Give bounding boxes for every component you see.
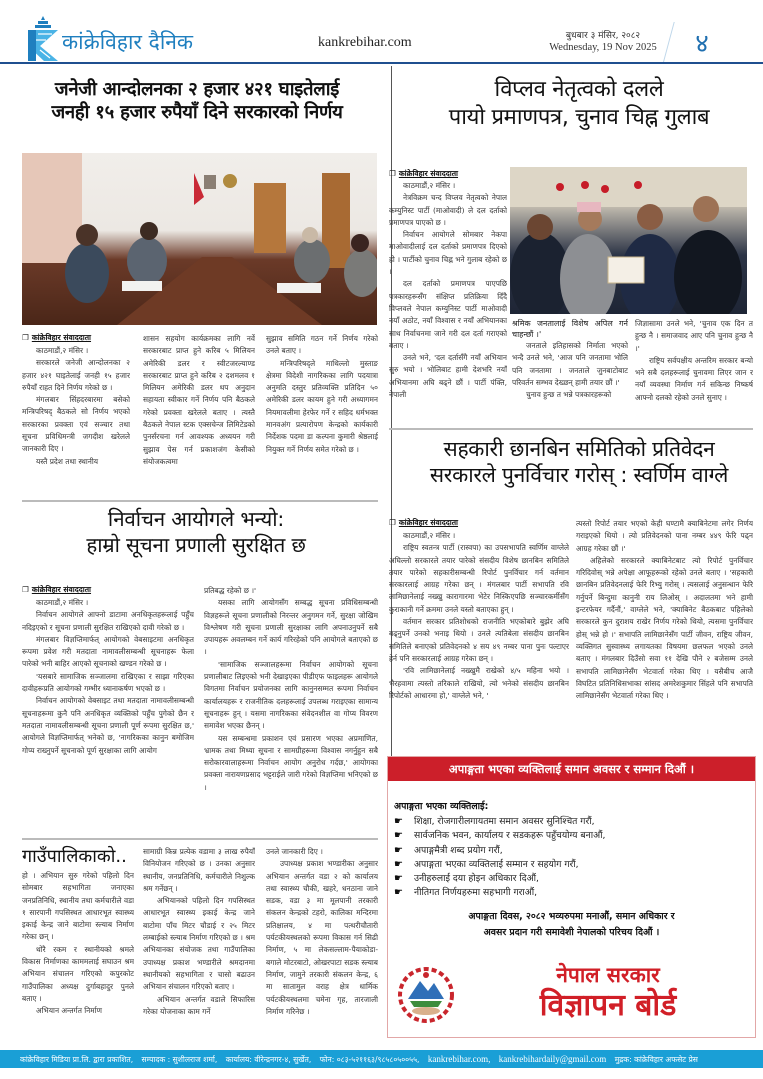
story3-headline-line2: सरकारले पुनर्विचार गरोस् : स्वर्णिम वाग्ले xyxy=(429,463,729,488)
story4-headline-line1: निर्वाचन आयोगले भन्यो: xyxy=(107,507,285,531)
story1-photo-cabinet-meeting xyxy=(22,153,377,325)
ad-list-item-text: शिक्षा, रोजगारीलगायतमा समान अवसर सुनिश्चित गरौं, xyxy=(414,816,595,827)
story1-paragraph: यस्तै प्रदेश तथा स्थानीय xyxy=(36,456,99,466)
story3-dateline: काठमाडौं,२ मंसिर । xyxy=(403,531,456,540)
story2-paragraph: जिज्ञासामा उनले भने, 'चुनाव एक दिन त हुन्छ नै । समाजवाद आए पनि चुनाव हुन्छ नै ।' xyxy=(635,319,753,353)
story3-paragraph: त्यस्तो रिपोर्ट तयार भएको केही घण्टामै क्याबिनेटमा लगेर निर्णय गराइएको थियो । त्यो प्रतिवेदनको पाना नम्बर ४४९ फेरि पढ्न आग्रह गरेका छौं ।' xyxy=(576,519,753,553)
footer-printer: मुद्रक: कांक्रेविहार अफसेट प्रेस xyxy=(614,1055,698,1064)
section-divider xyxy=(22,838,378,840)
story1-dateline: काठमाडौं,२ मंसिर । xyxy=(36,346,89,355)
newspaper-logo-icon xyxy=(26,14,60,62)
masthead-rule xyxy=(0,62,763,64)
story2-column-1 xyxy=(389,180,507,424)
story5-column-1 xyxy=(22,870,134,1042)
story3-headline[interactable] xyxy=(395,436,763,489)
story3-paragraph: वर्तमान सरकार प्रतिशोधको राजनीति भएकोबारे बुझेर अघि बढ्नुपर्ने उनको भनाइ थियो । उनले त्यतिबेला संसदीय छानबिन समितिले बनाएको प्रतिवेदनको ४ सय ४९ नम्बर पाना पुनः पल्टाएर हेर्न पनि सरकारलाई आग्रह गरेका छन् । xyxy=(389,617,569,663)
story4-column-1 xyxy=(22,597,194,835)
story1-column-3 xyxy=(266,333,378,501)
story2-headline-line2: पायो प्रमाणपत्र, चुनाव चिह्न गुलाब xyxy=(448,104,710,130)
date-nepali: बुधबार ३ मंसिर, २०८२ xyxy=(565,31,641,41)
story1-byline: ❐ कांक्रेविहार संवाददाता xyxy=(22,333,91,343)
story2-paragraph: निर्वाचन आयोगले सोमबार नेकपा माओवादीलाई दल दर्ताको प्रमाणपत्र दिएको हो । पार्टीको चुनाव चिह्न भने गुलाब रहेको छ । xyxy=(389,230,507,277)
story3-column-1 xyxy=(389,530,569,752)
story2-headline[interactable] xyxy=(395,76,763,131)
story4-headline[interactable] xyxy=(10,507,382,558)
story4-paragraph: 'यसबारे सामाजिक सञ्जालमा राखिएका र साझा गरिएका दावीहरूप्रति आयोगको गम्भीर ध्यानाकर्षण भएको छ । xyxy=(22,671,194,694)
story2-paragraph: चुनाव हुन्छ त भन्ने पत्रकारहरूको xyxy=(526,390,612,400)
footer-website[interactable]: kankrebihar.com, xyxy=(427,1054,491,1064)
story4-paragraph: 'सामाजिक सञ्जालहरूमा निर्वाचन आयोगको सूचना प्रणालीबाट लिइएको भनी देखाइएका पीडीएफ फाइलहरू आयोगले विगतमा निर्वाचन प्रयोजनका लागि कानुनसम्मत रूपमा निर्वाचन कार्यालयहरू र राजनीतिक दलहरूलाई उपलब्ध गराइएका सामान्य सूचनाहरू हुन् । यसमा नागरिकका संवेदनशील वा गोप्य विवरण समावेश भएका छैनन् । xyxy=(204,659,378,731)
ad-list xyxy=(394,815,605,901)
ad-footer-line1: अपाङ्गता दिवस, २०८२ भव्यरुपमा मनाऔं, समान अधिकार र xyxy=(468,911,675,922)
footer-email[interactable]: kankrebihardaily@gmail.com xyxy=(498,1054,607,1064)
story3-paragraph: अहिलेको सरकारले क्याबिनेटबाट त्यो रिपोर्ट पुनर्विचार गरिदिवोस् भन्ने अपेक्षा आफूहरूको रहेको उनले बताए । 'सहकारी छानबिन प्रतिवेदनलाई फेरि रिभ्यु गरोस् । त्यसलाई अनुसन्धान फेरि गर्नुपर्ने बिन्दुमा कानुनी राय लिओस् । अदालतमा भने हामी इन्टरफेयर गर्दैनौं,' वाग्लेले भने, 'क्याबिनेट बैठकबाट पहिलेको सरकारले कुन दुराशय राखेर निर्णय गरेको थियो, त्यसमा पुनर्विचार होस् भन्ने हो ।' सभापति लामिछानेसँग पार्टी जीवन, राष्ट्रिय जीवन, व्यक्तिगत सुस्वास्थ्य लगायतका विषयमा छलफल भएको उनले बताए । मंगलबार दिउँसो सवा ११ देखि पौने २ बजेसम्म उनले सभापति लामिछानेसँग भेटवार्ता गरेका थिए । यसैबीच आजै विघटित प्रतिनिधिसभाका सांसद अमरेशकुमार सिंहले पनि सभापति लामिछानेसँग भेटवार्ता गरेका थिए । xyxy=(576,555,753,701)
pointing-hand-icon: ☛ xyxy=(394,858,403,870)
ad-lead: अपाङ्गता भएका व्यक्तिलाई: xyxy=(394,801,489,812)
ad-list-item-text: अपाङ्गता भएका व्यक्तिलाई सम्मान र सहयोग गरौं, xyxy=(414,858,579,870)
story1-headline-line2: जनही १५ हजार रुपैयाँ दिने सरकारको निर्णय xyxy=(51,102,343,124)
story2-paragraph: नेत्रविक्रम चन्द विप्लव नेतृत्वको नेपाल कम्युनिस्ट पार्टी (माओवादी) ले दल दर्ताको प्रमाणपत्र पाएको छ । xyxy=(389,193,507,227)
ad-list-item-text: अपाङ्गमैत्री शब्द प्रयोग गरौं, xyxy=(414,844,503,856)
story1-paragraph: सरकारले जनेजी आन्दोलनका २ हजार ४२१ घाइतेलाई जनही १५ हजार रुपैयाँ राहत दिने निर्णय गरेको छ । xyxy=(22,358,130,392)
story1-paragraph: शासन सहयोग कार्यक्रमका लागि नर्वे सरकारबाट प्राप्त हुने करिब ५ मिलियन अमेरिकी डलर र स्वीटजरल्याण्ड सरकारबाट प्राप्त हुने करिब २ दशमलव १ मिलियन अमेरिकी डलर थप अनुदान सहायता स्वीकार गर्ने निर्णय पनि बैठकले गरेको प्रवक्ता खरेलले बताए । त्यस्तै बैठकले नेपाल स्टक एक्सचेन्ज लिमिटेडको पुनर्संरचना गर्न आवश्यक अध्ययन गरी सुझाव पेस गर्न प्रकाशजंग केसीको संयोजकत्वमा xyxy=(143,334,255,466)
story5-paragraph: हो । अभियान सुरु गरेको पहिलो दिन सोमबार सहभागिता जनाएका जनप्रतिनिधि, स्थानीय तथा कर्मचारीले वडा १ सारपानी गपसिस्थत आधारभूत स्वास्थ्य इकाई केन्द्र जाने बाटोमा स्ल्याब निर्माण गरेका छन् । xyxy=(22,871,134,942)
story5-headline[interactable]: गाउँपालिकाको.. xyxy=(22,846,127,867)
story1-column-2 xyxy=(143,333,255,501)
story2-paragraph: जनताले इतिहासको निर्माता भएको भन्दै उनले भने, 'आज पनि जनतामा भोलि पनि जनतामा । जनताले जुनबाटोबाट परिवर्तन सम्भव देख्छन् हामी तयार छौं ।' xyxy=(512,341,628,387)
ad-footer-message xyxy=(388,909,755,941)
story4-column-2 xyxy=(204,585,378,835)
story2-headline-line1: विप्लव नेतृत्वको दलले xyxy=(494,77,664,102)
story5-paragraph: उनले जानकारी दिए । xyxy=(266,847,323,856)
story2-photo-caption: श्रमिक जनतालाई विशेष अपिल गर्न चाहन्छौं ।' xyxy=(512,319,628,339)
story4-dateline: काठमाडौं,२ मंसिर । xyxy=(36,598,89,607)
ad-footer-line2: अवसर प्रदान गरी समावेशी नेपालको परिचय दिऔं । xyxy=(483,927,660,938)
story2-paragraph: राष्ट्रिय सर्वपक्षीय अन्तरिम सरकार बन्यो भने सबै दलहरूलाई चुनावमा लिएर जान र नयाँ व्यवस्था निर्माण गर्न सकिन्छ निष्कर्ष आफ्नो दलको रहेको उनले सुनाए । xyxy=(635,355,753,402)
footer-phone: फोन: ०८३-५२११६३/९८५८०५००५५, xyxy=(319,1055,420,1064)
ad-list-item xyxy=(394,829,605,843)
story2-paragraph: उनले भने, 'दल दर्तासँगै नयाँ अभियान सुरु भयो । भोलिबाट हामी देशभरि नयाँ अभियानमा अघि बढ्ने छौं । पार्टी पंक्ति, नेपाली xyxy=(389,353,507,400)
story1-paragraph: मंगलबार सिंहदरबारमा बसेको मन्त्रिपरिषद् बैठकले सो निर्णय भएको सरकारका प्रवक्ता एवं सञ्चार तथा सूचना प्रविधिमन्त्री जगदीश खरेलले जानकारी दिए । xyxy=(22,395,130,454)
footer-editor: सम्पादक : सुशीलराज शर्मा, xyxy=(141,1055,218,1064)
pointing-hand-icon: ☛ xyxy=(394,887,403,899)
story4-byline: ❐ कांक्रेविहार संवाददाता xyxy=(22,585,91,595)
newspaper-name: कांक्रेविहार दैनिक xyxy=(62,30,194,54)
advertisement-disability-awareness[interactable] xyxy=(387,756,756,1038)
ad-list-item-text: उनीहरुलाई दया होइन अधिकार दिऔं, xyxy=(414,873,539,885)
story5-paragraph: उपाध्यक्ष प्रकाश भण्डारीका अनुसार अभियान अन्तर्गत वडा २ को कार्यालय तथा स्वास्थ्य चौकी, खहरे, धनठाना जाने सडक, वडा ३ मा मूलपानी तरकारी संकलन केन्द्रको टहरो, कालिका मन्दिरमा प्रतिक्षालय, ४ मा पत्थरीचौतारी पर्यटकीयस्थलको रूपमा विकास गर्न सिढी निर्माण, ५ मा लेकसल्लाम-पैयाकोडा-बगाले मोटरबाटो, ओखरपाटा सडक स्ल्याब निर्माण, जामुने तरकारी संकलन केन्द्र, ६ मा सातामुल वराह क्षेत्र धार्मिक पर्यटकीयस्थलमा चमेना गृह, तारजाली निर्माण गरिनेछ । xyxy=(266,859,378,1016)
story2-column-2 xyxy=(512,318,628,426)
story2-byline: ❐ कांक्रेविहार संवाददाता xyxy=(389,169,458,179)
ad-list-item xyxy=(394,844,605,858)
ad-banner: अपाङ्गता भएका व्यक्तिलाई समान अवसर र सम्मान दिऔं । xyxy=(388,757,755,781)
story5-paragraph: अभियानको पहिलो दिन गपसिस्थत आधारभूत स्वास्थ्य इकाई केन्द्र जाने बाटोमा पाँच मिटर चौडाई र २५ मिटर लम्बाईको स्ल्याब निर्माण गरिएको छ । श्रम अभियानका संयोजक तथा गाउँपालिका उपाध्यक्ष प्रकाश भण्डारीले श्रमदानमा स्थानीयको सहभागिता र चासो बढाउन अभियान संचालन गरिएको बताए । xyxy=(143,896,255,992)
story5-column-2 xyxy=(143,846,255,1042)
page-footer xyxy=(0,1050,763,1068)
footer-office: कार्यालय: वीरेन्द्रनगर-४, सुर्खेत, xyxy=(225,1055,312,1064)
story4-paragraph: मंगलबार विज्ञप्तिमार्फत् आयोगको वेबसाइटमा अनधिकृत रूपमा प्रवेश गरी मतदाता नामावलीसम्बन्धी सूचनाहरू फेला पारेको भनी बाहिर आएको सूचनाको खण्डन गरेको छ । xyxy=(22,634,194,669)
nepal-government-emblem-icon xyxy=(398,967,454,1023)
story4-paragraph: यस सम्बन्धमा प्रकाशन एवं प्रसारण भएका अप्रमाणित, भ्रामक तथा मिथ्या सूचना र सामग्रीहरूमा विश्वास नगर्नुहुन सबै सरोकारवालाहरूमा निर्वाचन आयोग अनुरोध गर्दछ,' आयोगका प्रवक्ता नारायणप्रसाद भट्टराईले जारी गरेको विज्ञप्तिमा भनिएको छ । xyxy=(204,733,378,792)
pointing-hand-icon: ☛ xyxy=(394,816,403,827)
ad-government-label: नेपाल सरकार xyxy=(556,963,660,987)
story5-paragraph: अभियान अन्तर्गत निर्माण xyxy=(36,1006,102,1016)
story1-paragraph: मन्त्रिपरिषद्ले माथिल्लो मुस्ताङ क्षेत्रमा विदेशी नागरिकका लागि पदयात्रा अनुमति दस्तुर प्रतिव्यक्ति प्रतिदिन ५० अमेरिकी डलर कायम हुने गरी अध्यागमन नियमावलीमा हेरफेर गर्ने र सहिद धर्मभक्त मानवअंग प्रत्यारोपण केन्द्रको कार्यकारी निर्देशक पदमा डा कल्पना कुमारी श्रेष्ठलाई नियुक्त गर्ने निर्णय समेत गरेको छ । xyxy=(266,358,378,454)
pointing-hand-icon: ☛ xyxy=(394,844,403,856)
story2-dateline: काठमाडौं,२ मंसिर । xyxy=(403,181,456,190)
ad-board-label: विज्ञापन बोर्ड xyxy=(539,988,677,1023)
story4-paragraph: प्रतिबद्ध रहेको छ ।' xyxy=(204,586,257,595)
story2-column-3 xyxy=(635,318,753,426)
section-divider xyxy=(389,428,753,430)
story5-paragraph: अभियान अन्तर्गत वडाले सिफारिस गरेका योजनाका काम गर्ने xyxy=(143,994,255,1016)
story5-paragraph: सामाग्री किन्न प्रत्येक वडामा ३ लाख रुपैयाँ विनियोजन गरिएको छ । उनका अनुसार स्थानीय, जनप्रतिनिधि, कर्मचारीले निशुल्क श्रम गर्नेछन् । xyxy=(143,847,255,893)
story3-byline: ❐ कांक्रेविहार संवाददाता xyxy=(389,518,458,528)
story1-headline-line1: जनेजी आन्दोलनका २ हजार ४२१ घाइतेलाई xyxy=(54,79,340,100)
story3-paragraph: राष्ट्रिय स्वतन्त्र पार्टी (रास्वपा) का उपसभापति स्वर्णिम वाग्लेले अघिल्लो सरकारले तयार पारेको संसदीय विशेष छानबिन समितिले तयार पारेको सहकारीसम्बन्धी रिपोर्ट पुनर्विचार गर्न वर्तमान सरकारलाई आग्रह गरेका छन् । मंगलबार पार्टी सभापति रवि लामिछानेलाई नख्खु कारागारमा भेटेर निस्किएपछि सञ्चारकर्मीसँग कुराकानी गर्ने क्रममा उनले यस्तो बताएका हुन् । xyxy=(389,543,569,614)
website-link[interactable]: kankrebihar.com xyxy=(318,35,412,50)
story5-column-3 xyxy=(266,846,378,1042)
story3-paragraph: 'रवि लामिछानेलाई नख्खुमै राखेको ४/५ महिना भयो । भैरहवामा त्यस्तो तरिकाले राखियो, त्यो भनेको संसदीय छानबिन रिपोर्टको आधारमा हो,' वाग्लेले भने, ' xyxy=(389,666,569,700)
story2-photo-certificate-handover xyxy=(510,167,747,314)
story2-paragraph: दल दर्ताको प्रमाणपत्र पाएपछि पत्रकारहरूसँग संक्षिप्त प्रतिक्रिया दिँदै विप्लवले नेपाल कम्युनिस्ट पार्टी माओवादी नयाँ अठोट, नयाँ विश्वास र नयाँ अभियानका साथ निर्वाचनमा जाने गरी दल दर्ता गराएको बताए । xyxy=(389,279,507,350)
story4-headline-line2: हाम्रो सूचना प्रणाली सुरक्षित छ xyxy=(86,532,306,557)
footer-publisher: कांक्रेविहार मिडिया प्रा.लि. द्वारा प्रकाशित, xyxy=(20,1055,134,1064)
story5-paragraph: थोरै रकम र स्थानीयको श्रमले विकास निर्माणका काममलाई सघाउन श्रम अभियान संचालन गरिएको कपुरकोट गाउँपालिका अध्यक्ष दुर्गाबहादुर पुनले बताए । xyxy=(22,944,134,1003)
date-english: Wednesday, 19 Nov 2025 xyxy=(549,42,657,53)
story3-column-2 xyxy=(576,518,753,752)
page-number: ४ xyxy=(695,29,709,59)
ad-list-item-text: नीतिगत निर्णयहरुमा सहभागी गराऔं, xyxy=(414,887,538,899)
pointing-hand-icon: ☛ xyxy=(394,830,403,842)
ad-list-item xyxy=(394,858,605,872)
pointing-hand-icon: ☛ xyxy=(394,873,403,885)
ad-list-item xyxy=(394,886,605,900)
story1-headline[interactable] xyxy=(8,78,386,124)
story1-column-1 xyxy=(22,345,130,501)
story4-paragraph: यसका लागि आयोगसँग सम्बद्ध सूचना प्रविधिसम्बन्धी विज्ञहरूले सूचना प्रणालीको निरन्तर अनुगमन गर्ने, सुरक्षा जोखिम विश्लेषण गरी सूचना प्रणाली सुरक्षाका लागि अपनाउनुपर्ने सबै उपायहरू अवलम्बन गर्ने कार्य गरिरहेको पनि आयोगले बताएको छ । xyxy=(204,598,378,657)
story4-paragraph: निर्वाचन आयोगले आफ्नो डाटामा अनधिकृतहरूलाई पहुँच नदिइएको र सूचना प्रणाली सुरक्षित राखिएको दावी गरेको छ । xyxy=(22,610,194,632)
ad-list-item xyxy=(394,815,605,829)
section-divider xyxy=(22,500,378,502)
story1-paragraph: सुझाव समिति गठन गर्ने निर्णय गरेको उनले बताए । xyxy=(266,334,378,356)
ad-list-item-text: सार्वजनिक भवन, कार्यालय र सडकहरू पहुँचयोग्य बनाऔं, xyxy=(414,830,606,842)
story4-paragraph: निर्वाचन आयोगको वेबसाइट तथा मतदाता नामावलीसम्बन्धी सूचनाहरूमा कुनै पनि अनधिकृत व्यक्तिको पहुँच पुगेको छैन र मतदाता नामावलीसम्बन्धी सूचना प्रणाली पूर्ण रूपमा सुरक्षित छ,' आयोगले विज्ञप्तिमार्फत् भनेको छ, 'नागरिकका कानुन बमोजिम गोप्य राख्नुपर्ने सूचनाको पूर्ण सुरक्षाका लागि आयोग xyxy=(22,696,194,755)
story3-headline-line1: सहकारी छानबिन समितिको प्रतिवेदन xyxy=(443,437,715,461)
ad-list-item xyxy=(394,872,605,886)
